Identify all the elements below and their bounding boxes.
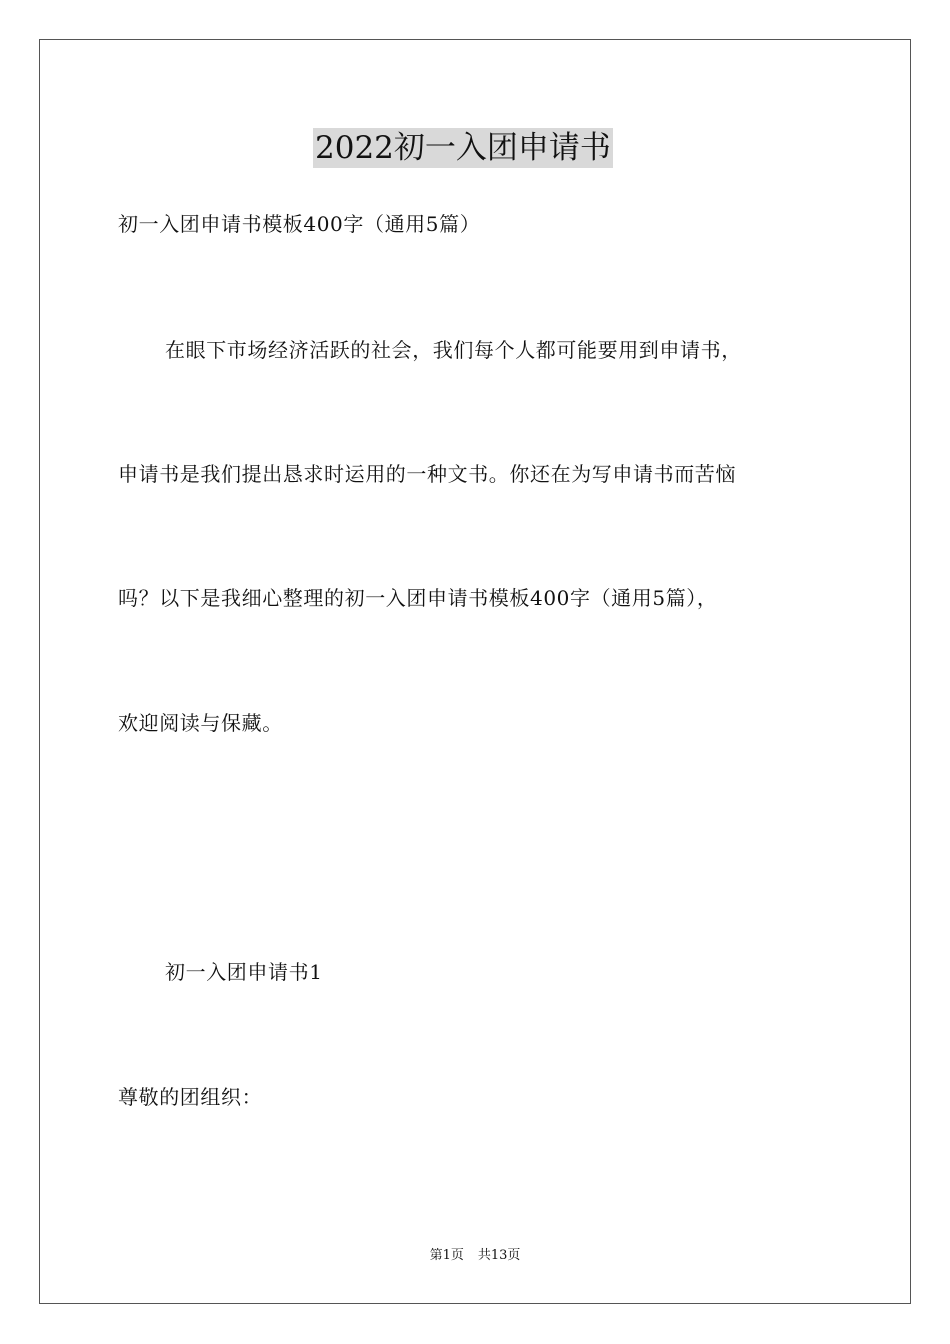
intro-line-2: 申请书是我们提出恳求时运用的一种文书。你还在为写申请书而苦恼 bbox=[118, 462, 736, 486]
page-number: 第1页 bbox=[429, 1248, 464, 1263]
intro-line-4: 欢迎阅读与保藏。 bbox=[118, 711, 283, 735]
document-subtitle: 初一入团申请书模板400字（通用5篇） bbox=[118, 212, 481, 236]
page-footer bbox=[0, 1247, 950, 1265]
section-heading: 初一入团申请书1 bbox=[165, 960, 323, 984]
page-total: 共13页 bbox=[477, 1248, 521, 1263]
intro-line-1: 在眼下市场经济活跃的社会，我们每个人都可能要用到申请书， bbox=[165, 338, 742, 362]
intro-line-3: 吗？以下是我细心整理的初一入团申请书模板400字（通用5篇）， bbox=[118, 586, 718, 610]
salutation: 尊敬的团组织： bbox=[118, 1085, 263, 1109]
document-title: 2022初一入团申请书 bbox=[315, 130, 611, 166]
